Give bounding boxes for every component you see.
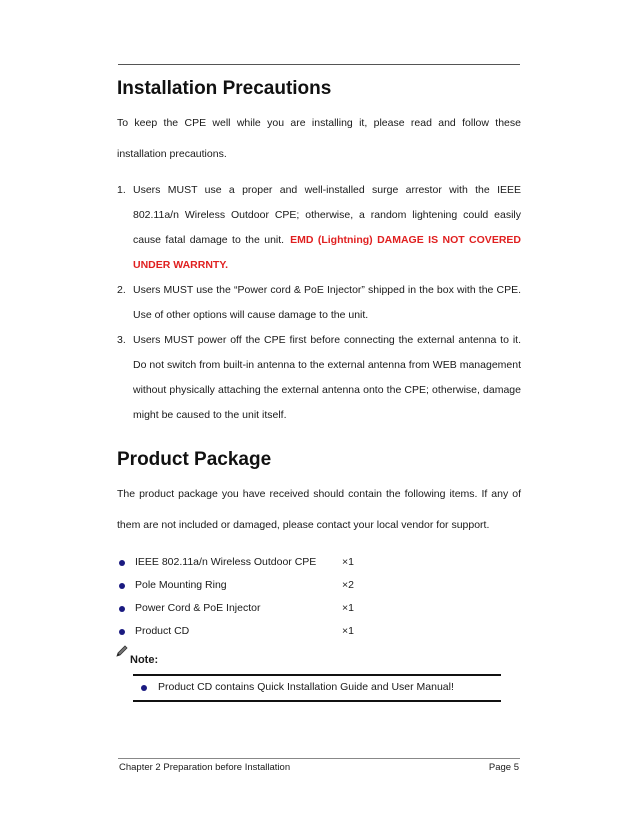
precautions-list <box>117 178 521 428</box>
package-intro: The product package you have received should contain the following items. If any of them are not included or damaged, please contact your local vendor for support. <box>117 488 521 531</box>
bullet-icon <box>119 560 125 566</box>
footer-page-number: Page 5 <box>488 762 519 773</box>
package-item <box>119 579 379 602</box>
bullet-icon <box>119 629 125 635</box>
section-title-installation-precautions: Installation Precautions <box>117 78 332 99</box>
footer-chapter: Chapter 2 Preparation before Installation <box>119 762 291 773</box>
package-item-name: Product CD <box>135 625 190 637</box>
package-item-qty: ×1 <box>342 556 354 568</box>
installation-intro: To keep the CPE well while you are installing it, please read and follow these installation precautions. <box>117 117 521 160</box>
section-title-product-package: Product Package <box>117 449 272 470</box>
package-item-name: IEEE 802.11a/n Wireless Outdoor CPE <box>135 556 317 568</box>
precaution-text: Users MUST use the “Power cord & PoE Injector” shipped in the box with the CPE. Use of other options will cause damage to the unit. <box>133 284 521 321</box>
package-item <box>119 602 379 625</box>
note-text: Product CD contains Quick Installation Guide and User Manual! <box>158 681 454 693</box>
precaution-item <box>117 178 521 278</box>
footer-rule <box>118 758 520 759</box>
precaution-number: 2. <box>117 284 126 296</box>
package-item-name: Pole Mounting Ring <box>135 579 227 591</box>
precaution-text: Users MUST power off the CPE first before connecting the external antenna to it. Do not switch from built-in antenna to the external antenna from WEB management without physically attaching the external antenna onto the CPE; otherwise, damage might be caused to the unit itself. <box>133 334 521 421</box>
package-item-qty: ×2 <box>342 579 354 591</box>
bullet-icon <box>119 606 125 612</box>
package-item-name: Power Cord & PoE Injector <box>135 602 261 614</box>
precaution-number: 1. <box>117 184 126 196</box>
package-list <box>119 556 379 648</box>
precaution-item <box>117 278 521 328</box>
warranty-warning: EMD (Lightning) DAMAGE IS NOT COVERED UNDER WARRNTY. <box>133 234 521 271</box>
bullet-icon <box>141 685 147 691</box>
package-item <box>119 625 379 648</box>
header-rule <box>118 64 520 65</box>
note-box <box>133 674 501 702</box>
package-item-qty: ×1 <box>342 625 354 637</box>
precaution-item <box>117 328 521 428</box>
note-label: Note: <box>130 654 159 666</box>
precaution-text: Users MUST use a proper and well-installed surge arrestor with the IEEE 802.11a/n Wireless Outdoor CPE; otherwise, a random lightening could easily cause fatal damage to the unit. <box>133 184 521 246</box>
package-item <box>119 556 379 579</box>
package-item-qty: ×1 <box>342 602 354 614</box>
pencil-icon <box>115 644 129 658</box>
precaution-number: 3. <box>117 334 126 346</box>
bullet-icon <box>119 583 125 589</box>
